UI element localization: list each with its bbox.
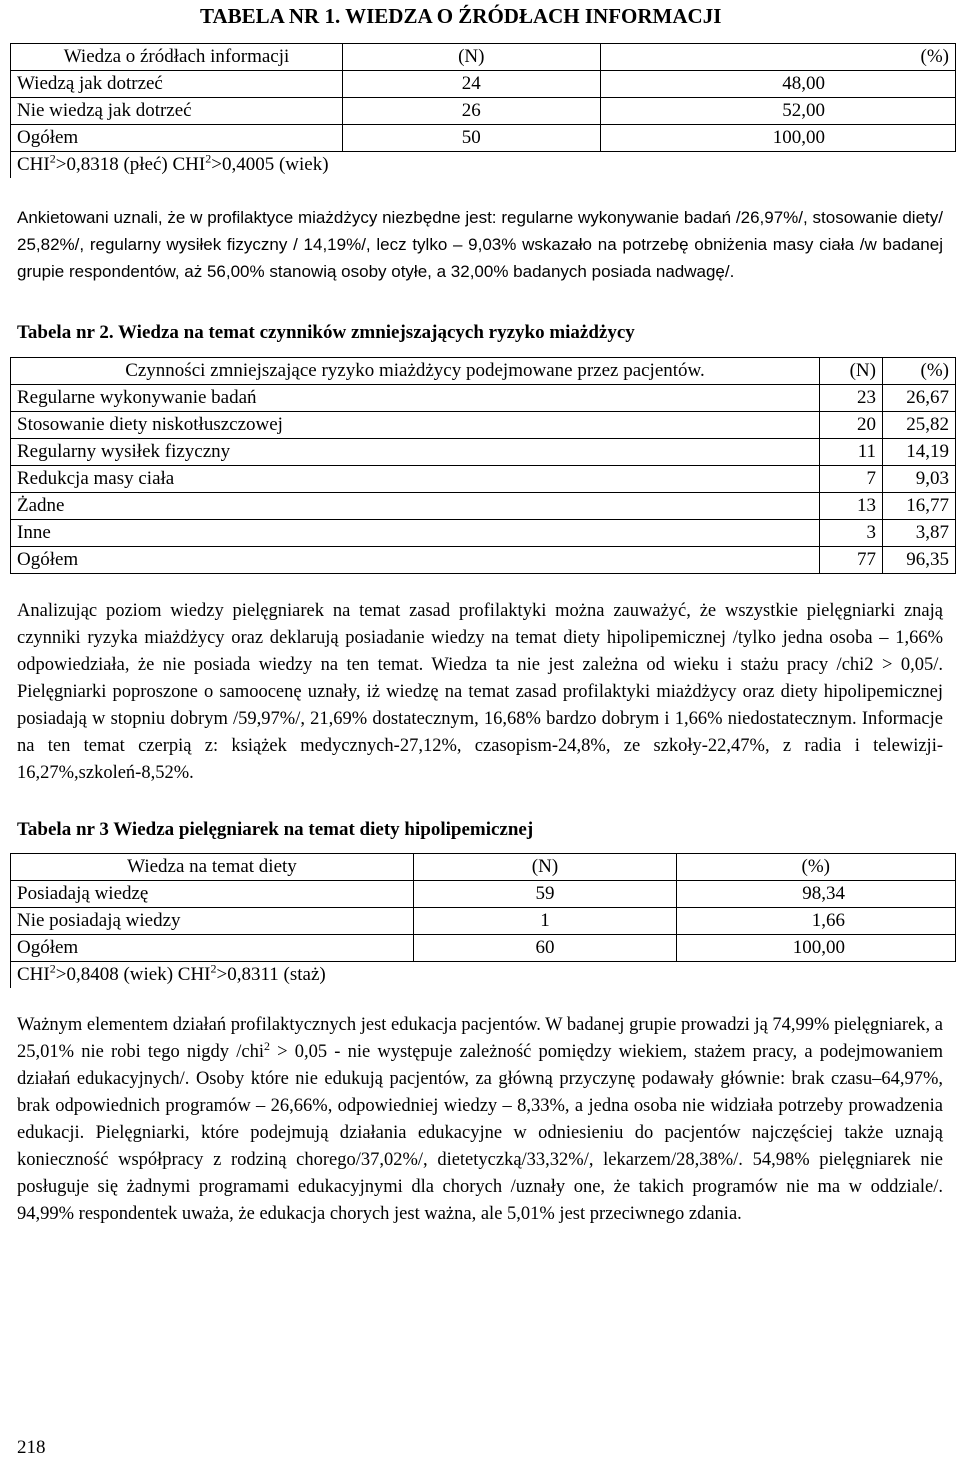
table-cell: 11 [820, 439, 883, 466]
table-diet-knowledge [10, 853, 956, 988]
paragraph-knowledge-analysis: Analizując poziom wiedzy pielęgniarek na temat zasad profilaktyki można zauważyć, że wszystkie pielęgniarki znają czynniki ryzyka miażdżycy oraz deklarują posiadanie wiedzy na temat diety hipolipemicznej /tylko jedna osoba – 1,66% odpowiedziała, że nie posiada wiedzy na ten temat. Wiedza ta nie jest zależna od wieku i stażu pracy /chi2 > 0,05/. Pielęgniarki poproszone o samoocenę uznały, iż wiedzę na temat zasad profilaktyki miażdżycy oraz diety hipolipemicznej posiadają w stopniu dobrym /59,97%/, 21,69% dostatecznym, 16,68% bardzo dobrym i 1,66% niedostatecznym. Informacje na ten temat czerpią z: książek medycznych-27,12%, czasopism-24,8%, ze szkoły-22,47%, z radia i telewizji-16,27%,szkoleń-8,52%. [17, 601, 943, 783]
table-header-row [11, 44, 956, 71]
table-row [11, 412, 956, 439]
table-cell: Ogółem [11, 125, 343, 152]
table-cell: 3,87 [883, 520, 956, 547]
chi-text: >0,4005 (wiek) [211, 154, 329, 175]
table-cell: Posiadają wiedzę [11, 881, 414, 908]
table-header-cell: Wiedza o źródłach informacji [11, 44, 343, 71]
table-cell: Nie wiedzą jak dotrzeć [11, 98, 343, 125]
table-cell: 20 [820, 412, 883, 439]
table-cell: 77 [820, 547, 883, 574]
chi-superscript: 2 [210, 961, 217, 976]
table-cell: 24 [343, 71, 600, 98]
chi-square-note [11, 152, 956, 179]
table-cell: Regularne wykonywanie badań [11, 385, 820, 412]
chi-text: >0,8311 (staż) [216, 964, 326, 985]
paragraph-text: > 0,05 - nie występuje zależność pomiędzy wiekiem, stażem pracy, a podejmowaniem działań edukacyjnych/. Osoby które nie edukują pacjentów, za główną przyczynę podawały głównie: brak czasu–64,97%, brak odpowiednich programów – 26,66%, odpowiedniej wiedzy – 8,33%, a jedna osoba nie widziała potrzeby prowadzenia edukacji. Pielęgniarki, które podejmują działania edukacyjne w odniesieniu do pacjentów najczęściej także uznają konieczność współpracy z rodziną chorego/37,02%/, dietetyczką/33,32%/, lekarzem/28,38%/. 54,98% pielęgniarek nie posługuje się żadnymi programami edukacyjnymi dla chorych /uznały one, że takich programów nie ma w oddziale/. 94,99% respondentek uważa, że edukacja chorych jest ważna, ale 5,01% jest przeciwnego zdania. [17, 1042, 944, 1224]
table-cell: 59 [414, 881, 677, 908]
table-cell: 100,00 [600, 125, 955, 152]
chi-text: >0,8408 (wiek) CHI [55, 964, 211, 985]
chi-square-note [11, 962, 956, 989]
chi-square-row [11, 152, 956, 179]
table-header-cell: (N) [414, 854, 677, 881]
table-cell: Żadne [11, 493, 820, 520]
table-cell: 1 [414, 908, 677, 935]
table1-title: TABELA NR 1. WIEDZA O ŹRÓDŁACH INFORMACJI [200, 4, 722, 28]
table-header-cell: (N) [820, 358, 883, 385]
table-header-cell: Czynności zmniejszające ryzyko miażdżycy podejmowane przez pacjentów. [11, 358, 820, 385]
table-sources-of-information [10, 43, 956, 178]
table-cell: 16,77 [883, 493, 956, 520]
table-cell: 1,66 [677, 908, 956, 935]
table-cell: 52,00 [600, 98, 955, 125]
chi-label: CHI [17, 964, 50, 985]
chi-superscript: 2 [49, 961, 56, 976]
chi-superscript: 2 [49, 151, 56, 166]
table2-title: Tabela nr 2. Wiedza na temat czynników zmniejszających ryzyko miażdżycy [17, 322, 635, 343]
table-header-row [11, 358, 956, 385]
table-cell: 50 [343, 125, 600, 152]
table-cell: Ogółem [11, 935, 414, 962]
chi-superscript: 2 [205, 151, 212, 166]
table-cell: 98,34 [677, 881, 956, 908]
table-cell: 48,00 [600, 71, 955, 98]
table-header-cell: (N) [343, 44, 600, 71]
chi-superscript: 2 [263, 1038, 270, 1053]
table-row [11, 439, 956, 466]
table-row [11, 935, 956, 962]
chi-text: >0,8318 (płeć) CHI [55, 154, 206, 175]
table-cell: 9,03 [883, 466, 956, 493]
table-cell: 100,00 [677, 935, 956, 962]
table-cell: 7 [820, 466, 883, 493]
table3-title: Tabela nr 3 Wiedza pielęgniarek na temat diety hipolipemicznej [17, 819, 534, 840]
table-cell: 25,82 [883, 412, 956, 439]
table-cell: Stosowanie diety niskotłuszczowej [11, 412, 820, 439]
table-cell: Ogółem [11, 547, 820, 574]
table-row [11, 547, 956, 574]
table-cell: Regularny wysiłek fizyczny [11, 439, 820, 466]
table-header-cell: (%) [883, 358, 956, 385]
table-cell: Wiedzą jak dotrzeć [11, 71, 343, 98]
table-cell: 26 [343, 98, 600, 125]
table-cell: 23 [820, 385, 883, 412]
chi-square-row [11, 962, 956, 989]
table-cell: 13 [820, 493, 883, 520]
table-row [11, 493, 956, 520]
table-row [11, 908, 956, 935]
table-cell: 60 [414, 935, 677, 962]
table-cell: 3 [820, 520, 883, 547]
table-header-cell: Wiedza na temat diety [11, 854, 414, 881]
table-header-cell: (%) [600, 44, 955, 71]
table-header-cell: (%) [677, 854, 956, 881]
paragraph-patient-education [17, 1012, 943, 1228]
table-cell: 26,67 [883, 385, 956, 412]
page-number: 218 [17, 1437, 46, 1458]
paragraph-prophylaxis: Ankietowani uznali, że w profilaktyce miażdżycy niezbędne jest: regularne wykonywanie badań /26,97%/, stosowanie diety/ 25,82%/, regularny wysiłek fizyczny / 14,19%/, lecz tylko – 9,03% wskazało na potrzebę obniżenia masy ciała /w badanej grupie respondentów, aż 56,00% stanowią osoby otyłe, a 32,00% badanych posiada nadwagę/. [17, 208, 943, 281]
table-row [11, 71, 956, 98]
paragraph-text: Ważnym elementem działań profilaktycznych jest edukacja pacjentów. W badanej grupie prowadzi ją 74,99% pielęgniarek, a 25,01% nie robi tego nigdy /chi [17, 1015, 943, 1062]
table-row [11, 520, 956, 547]
table-cell: 96,35 [883, 547, 956, 574]
table-cell: Redukcja masy ciała [11, 466, 820, 493]
table-cell: 14,19 [883, 439, 956, 466]
chi-label: CHI [17, 154, 50, 175]
table-row [11, 385, 956, 412]
table-cell: Nie posiadają wiedzy [11, 908, 414, 935]
table-risk-reduction [10, 357, 956, 574]
table-row [11, 881, 956, 908]
table-cell: Inne [11, 520, 820, 547]
table-row [11, 98, 956, 125]
table-row [11, 466, 956, 493]
table-header-row [11, 854, 956, 881]
table-row [11, 125, 956, 152]
